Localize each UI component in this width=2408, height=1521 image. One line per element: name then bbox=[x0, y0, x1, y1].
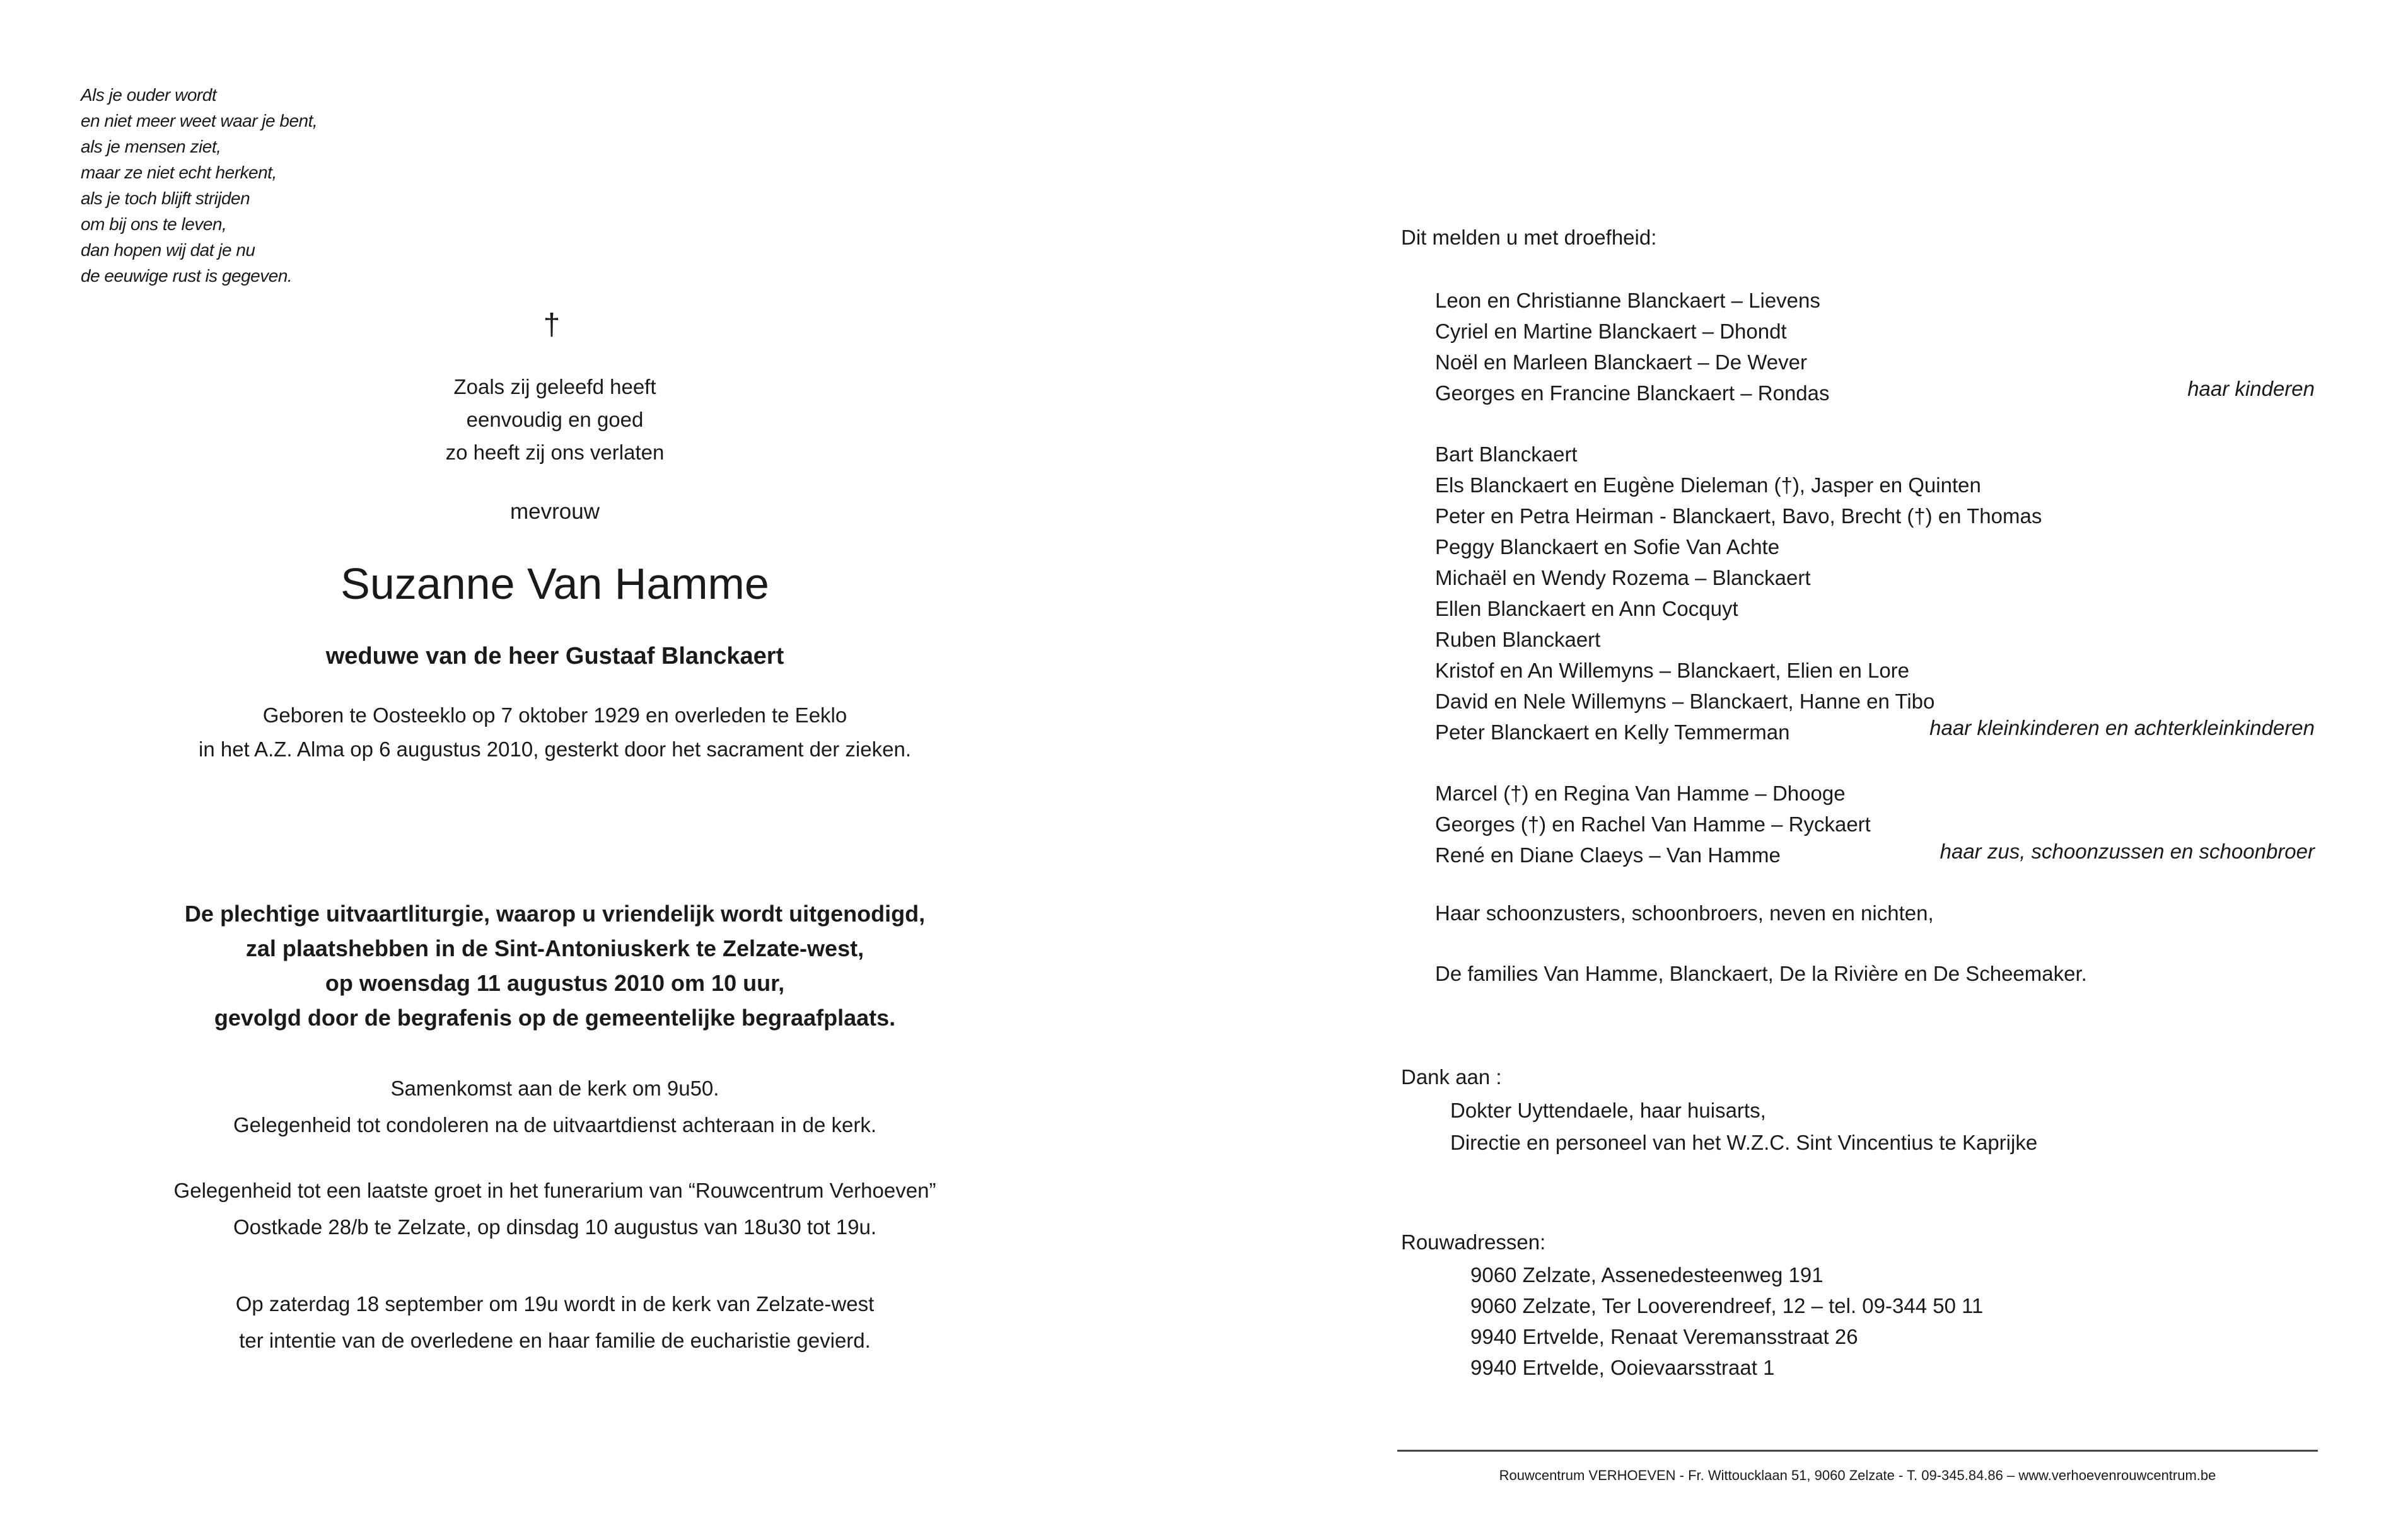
poem bbox=[81, 82, 317, 289]
viewing-line: Gelegenheid tot een laatste groet in het funerarium van “Rouwcentrum Verhoeven” bbox=[173, 1179, 936, 1202]
children-list bbox=[1435, 285, 1830, 408]
mass-line: ter intentie van de overledene en haar familie de eucharistie gevierd. bbox=[239, 1329, 871, 1352]
address-line: 9060 Zelzate, Assenedesteenweg 191 bbox=[1470, 1263, 1823, 1287]
list-item: Leon en Christianne Blanckaert – Lievens bbox=[1435, 289, 1820, 312]
list-item: David en Nele Willemyns – Blanckaert, Hanne en Tibo bbox=[1435, 690, 1935, 713]
meeting-line: Samenkomst aan de kerk om 9u50. bbox=[390, 1077, 719, 1100]
motto bbox=[353, 371, 757, 469]
list-item: Georges en Francine Blanckaert – Rondas bbox=[1435, 381, 1830, 405]
in-laws-line: Haar schoonzusters, schoonbroers, neven en nichten, bbox=[1435, 901, 1934, 925]
mass-info bbox=[151, 1286, 958, 1359]
cross-icon: † bbox=[543, 308, 561, 342]
birth-line: in het A.Z. Alma op 6 augustus 2010, gesterkt door het sacrament der zieken. bbox=[199, 737, 911, 761]
address-line: 9940 Ertvelde, Ooievaarsstraat 1 bbox=[1470, 1356, 1775, 1379]
list-item: Cyriel en Martine Blanckaert – Dhondt bbox=[1435, 320, 1787, 343]
footer-divider bbox=[1397, 1450, 2318, 1452]
poem-line: en niet meer weet waar je bent, bbox=[81, 111, 318, 130]
list-item: Ruben Blanckaert bbox=[1435, 628, 1601, 651]
list-item: Georges (†) en Rachel Van Hamme – Ryckaert bbox=[1435, 813, 1871, 836]
list-item: Peter en Petra Heirman - Blanckaert, Bavo, Brecht (†) en Thomas bbox=[1435, 504, 2042, 528]
list-item: Peter Blanckaert en Kelly Temmerman bbox=[1435, 720, 1790, 744]
list-item: Els Blanckaert en Eugène Dieleman (†), Jasper en Quinten bbox=[1435, 473, 1981, 497]
list-item: Peggy Blanckaert en Sofie Van Achte bbox=[1435, 535, 1780, 558]
list-item: René en Diane Claeys – Van Hamme bbox=[1435, 843, 1781, 867]
addresses-heading: Rouwadressen: bbox=[1401, 1230, 1546, 1254]
list-item: Michaël en Wendy Rozema – Blanckaert bbox=[1435, 566, 1811, 589]
grandchildren-list bbox=[1435, 439, 2042, 748]
honorific: mevrouw bbox=[510, 499, 600, 524]
grandchildren-relation: haar kleinkinderen en achterkleinkinderen bbox=[1929, 716, 2315, 739]
meeting-info bbox=[151, 1070, 958, 1143]
footer-text: Rouwcentrum VERHOEVEN - Fr. Wittoucklaan 51, 9060 Zelzate - T. 09-345.84.86 – www.verhoevenrouwcentrum.be bbox=[1499, 1467, 2216, 1483]
thanks-list bbox=[1450, 1094, 2037, 1159]
motto-line: eenvoudig en goed bbox=[466, 408, 644, 431]
thanks-heading: Dank aan : bbox=[1401, 1065, 1502, 1089]
deceased-name: Suzanne Van Hamme bbox=[340, 559, 769, 608]
funeral-line: gevolgd door de begrafenis op de gemeentelijke begraafplaats. bbox=[214, 1005, 896, 1031]
viewing-info bbox=[151, 1172, 958, 1246]
siblings-list bbox=[1435, 778, 1871, 870]
funeral-info bbox=[126, 896, 984, 1035]
viewing-line: Oostkade 28/b te Zelzate, op dinsdag 10 augustus van 18u30 tot 19u. bbox=[233, 1215, 877, 1239]
mass-line: Op zaterdag 18 september om 19u wordt in de kerk van Zelzate-west bbox=[235, 1292, 875, 1316]
spouse-line: weduwe van de heer Gustaaf Blanckaert bbox=[325, 643, 784, 669]
poem-line: als je toch blijft strijden bbox=[81, 188, 250, 208]
funeral-line: zal plaatshebben in de Sint-Antoniuskerk te Zelzate-west, bbox=[245, 935, 864, 961]
list-item: Marcel (†) en Regina Van Hamme – Dhooge bbox=[1435, 782, 1846, 805]
poem-line: dan hopen wij dat je nu bbox=[81, 240, 255, 260]
families-line: De families Van Hamme, Blanckaert, De la Rivière en De Scheemaker. bbox=[1435, 962, 2087, 985]
list-item: Ellen Blanckaert en Ann Cocquyt bbox=[1435, 597, 1738, 620]
thanks-line: Directie en personeel van het W.Z.C. Sint Vincentius te Kaprijke bbox=[1450, 1131, 2038, 1154]
children-relation: haar kinderen bbox=[2187, 377, 2315, 400]
funeral-line: op woensdag 11 augustus 2010 om 10 uur, bbox=[325, 970, 785, 996]
poem-line: om bij ons te leven, bbox=[81, 214, 227, 234]
motto-line: Zoals zij geleefd heeft bbox=[453, 375, 656, 398]
list-item: Kristof en An Willemyns – Blanckaert, Elien en Lore bbox=[1435, 659, 1910, 682]
motto-line: zo heeft zij ons verlaten bbox=[445, 441, 665, 464]
meeting-line: Gelegenheid tot condoleren na de uitvaartdienst achteraan in de kerk. bbox=[233, 1113, 877, 1136]
announcement-heading: Dit melden u met droefheid: bbox=[1401, 226, 1657, 249]
siblings-relation: haar zus, schoonzussen en schoonbroer bbox=[1940, 840, 2315, 863]
thanks-line: Dokter Uyttendaele, haar huisarts, bbox=[1450, 1099, 1766, 1122]
list-item: Bart Blanckaert bbox=[1435, 442, 1578, 466]
address-line: 9940 Ertvelde, Renaat Veremansstraat 26 bbox=[1470, 1325, 1858, 1348]
poem-line: Als je ouder wordt bbox=[81, 85, 217, 105]
funeral-line: De plechtige uitvaartliturgie, waarop u vriendelijk wordt uitgenodigd, bbox=[184, 901, 926, 927]
birth-death-info bbox=[151, 698, 958, 766]
poem-line: maar ze niet echt herkent, bbox=[81, 163, 277, 182]
birth-line: Geboren te Oosteeklo op 7 oktober 1929 en overleden te Eeklo bbox=[262, 703, 847, 727]
list-item: Noël en Marleen Blanckaert – De Wever bbox=[1435, 350, 1808, 374]
poem-line: als je mensen ziet, bbox=[81, 137, 221, 156]
addresses-list bbox=[1470, 1259, 1983, 1383]
address-line: 9060 Zelzate, Ter Looverendreef, 12 – tel. 09-344 50 11 bbox=[1470, 1294, 1984, 1317]
poem-line: de eeuwige rust is gegeven. bbox=[81, 266, 293, 286]
